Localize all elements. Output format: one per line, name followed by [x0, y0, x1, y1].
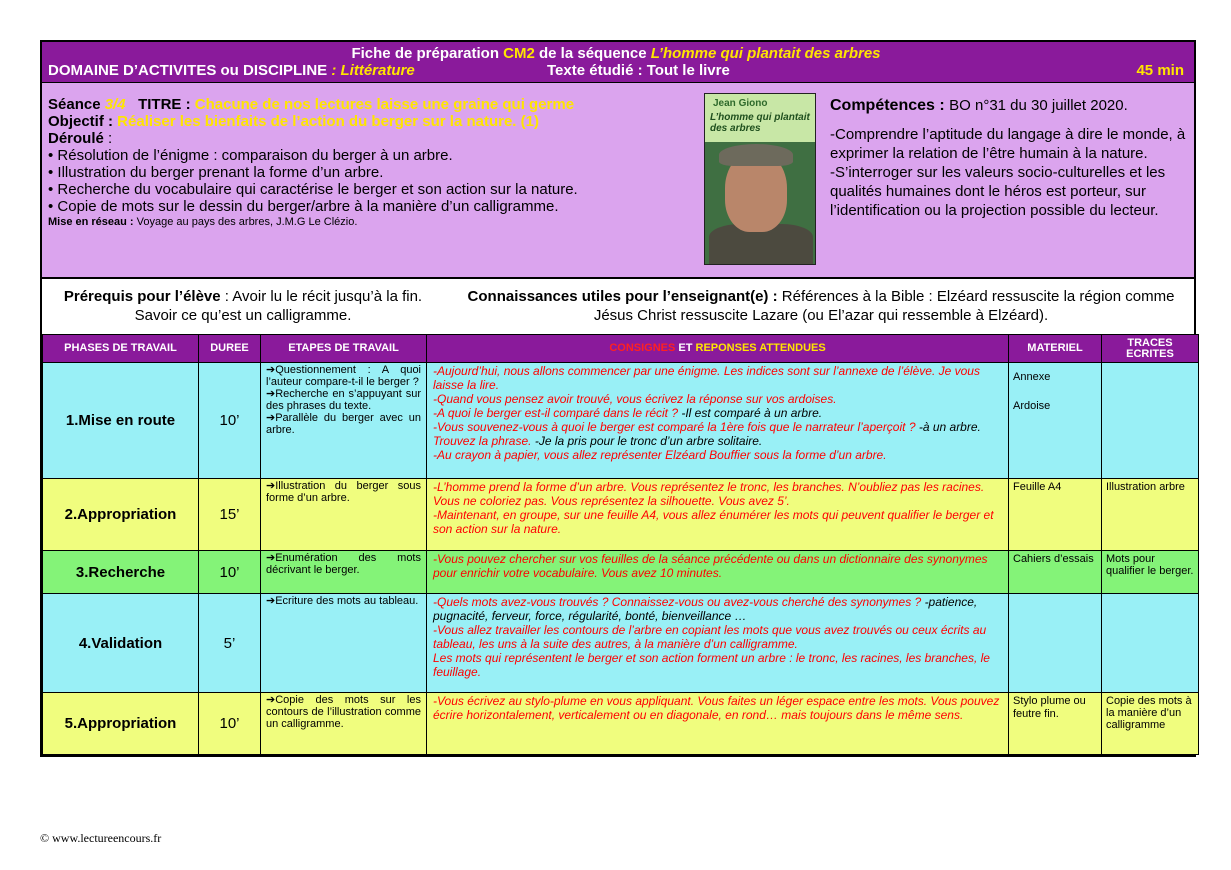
header-line-1: [48, 45, 1184, 62]
deroule-colon: :: [103, 130, 113, 147]
seance-details: [48, 96, 708, 230]
expected-answer: -à un arbre.: [918, 420, 981, 434]
table-row: [43, 363, 1199, 479]
work-phases-table: [42, 334, 1199, 755]
materiel-cell: [1009, 551, 1102, 594]
phase-cell: 5.Appropriation: [43, 693, 199, 755]
consigne-line: -Vous allez travailler les contours de l’arbre en copiant les mots que vous avez trouvés ou ceux écrits au tableau, les uns à la suite des autres, à la manière d’un calligramme.: [433, 623, 987, 651]
expected-answer: -Il est comparé à un arbre.: [681, 406, 823, 420]
consigne-line: [433, 595, 1002, 623]
table-row: [43, 693, 1199, 755]
prerequis-panel: [42, 277, 1194, 334]
consigne-line: -Aujourd’hui, nous allons commencer par une énigme. Les indices sont sur l’annexe de l’élève. Je vous laisse la lire.: [433, 364, 980, 392]
domain-value: : Littérature: [331, 62, 415, 79]
competences-ref: BO n°31 du 30 juillet 2020.: [949, 97, 1128, 114]
reseau-label: Mise en réseau :: [48, 216, 137, 228]
header-reponses: REPONSES ATTENDUES: [695, 342, 826, 354]
consigne-line: -Au crayon à papier, vous allez représenter Elzéard Bouffier sous la forme d’un arbre.: [433, 448, 887, 462]
connaissances-label: Connaissances utiles pour l’enseignant(e) :: [467, 288, 782, 305]
consigne-question: Trouvez la phrase.: [433, 434, 535, 448]
consigne-line: -Maintenant, en groupe, sur une feuille A4, vous allez énumérer les mots qui peuvent qualifier le berger et son action sur la nature.: [433, 508, 994, 536]
header-mid: de la séquence: [534, 45, 651, 62]
materiel-item: Feuille A4: [1013, 481, 1062, 493]
phase-cell: 3.Recherche: [43, 551, 199, 594]
consigne-line: [433, 420, 1002, 448]
consigne-question: -Quels mots avez-vous trouvés ? Connaissez-vous ou avez-vous cherché des synonymes ?: [433, 595, 925, 609]
competences-label: Compétences :: [830, 97, 950, 114]
col-header-consignes: [427, 335, 1009, 363]
consignes-cell: [427, 693, 1009, 755]
sheet-header: [42, 42, 1194, 82]
seance-titre: Chacune de nos lectures laisse une graine qui germe: [194, 96, 575, 113]
seance-number: 3/4: [104, 96, 126, 113]
header-domain: [48, 62, 415, 79]
materiel-cell: [1009, 479, 1102, 551]
etapes-cell: [261, 479, 427, 551]
phase-cell: 4.Validation: [43, 594, 199, 693]
duree-cell: 10’: [199, 363, 261, 479]
col-header-traces: TRACES ECRITES: [1102, 335, 1199, 363]
consigne-line: -Vous pouvez chercher sur vos feuilles de la séance précédente ou dans un dictionnaire des synonymes pour enrichir votre vocabulaire. Vous avez 10 minutes.: [433, 552, 988, 580]
deroule-line: [48, 130, 708, 147]
prerequis-block: [48, 287, 438, 325]
objectif-line: [48, 113, 708, 130]
book-cover-figure-hat: [719, 144, 793, 166]
consignes-cell: [427, 479, 1009, 551]
competences-block: [830, 96, 1194, 220]
header-et: ET: [675, 342, 696, 354]
competences-title: [830, 96, 1194, 115]
table-row: [43, 551, 1199, 594]
col-header-materiel: MATERIEL: [1009, 335, 1102, 363]
etapes-cell: [261, 551, 427, 594]
etapes-cell: [261, 594, 427, 693]
phase-cell: 1.Mise en route: [43, 363, 199, 479]
col-header-phases: PHASES DE TRAVAIL: [43, 335, 199, 363]
seance-panel: [42, 82, 1194, 277]
etape-item: ➔Questionnement : A quoi l’auteur compare-t-il le berger ?: [266, 364, 421, 388]
reseau-text: Voyage au pays des arbres, J.M.G Le Clézio.: [136, 216, 358, 228]
traces-cell: [1102, 594, 1199, 693]
col-header-etapes: ETAPES DE TRAVAIL: [261, 335, 427, 363]
deroule-step: • Illustration du berger prenant la forme d’un arbre.: [48, 164, 384, 181]
header-consignes: CONSIGNES: [609, 342, 676, 354]
etape-item: ➔Illustration du berger sous forme d’un arbre.: [266, 480, 421, 504]
competence-item: -S’interroger sur les valeurs socio-culturelles et les qualités humaines dont le héros est porteur, sur l’identification ou la projection possible du lecteur.: [830, 164, 1166, 219]
etape-item: ➔Copie des mots sur les contours de l’illustration comme un calligramme.: [266, 694, 421, 730]
materiel-cell: [1009, 693, 1102, 755]
table-header-row: [43, 335, 1199, 363]
header-duration: 45 min: [1136, 62, 1184, 79]
deroule-step: • Résolution de l’énigme : comparaison du berger à un arbre.: [48, 147, 453, 164]
traces-cell: Mots pour qualifier le berger.: [1102, 551, 1199, 594]
materiel-item: Stylo plume ou feutre fin.: [1013, 695, 1086, 720]
book-cover-author: Jean Giono: [713, 98, 768, 109]
materiel-cell: [1009, 363, 1102, 479]
materiel-item: Ardoise: [1013, 400, 1051, 412]
connaissances-text: Références à la Bible : Elzéard ressuscite la région comme Jésus Christ ressuscite Lazare (ou El’azar qui ressemble à Elzéard).: [593, 288, 1175, 324]
consigne-line: -L’homme prend la forme d’un arbre. Vous représentez le tronc, les branches. N’oubliez pas les racines. Vous ne coloriez pas. Vous représentez la silhouette. Vous avez 5’.: [433, 480, 985, 508]
book-cover-image: [704, 93, 816, 265]
table-row: [43, 479, 1199, 551]
header-prefix: Fiche de préparation: [351, 45, 504, 62]
etape-item: ➔Recherche en s’appuyant sur des phrases du texte.: [266, 388, 421, 412]
header-line-2: [48, 62, 1184, 79]
seance-label: Séance: [48, 96, 105, 113]
seance-title-line: [48, 96, 708, 113]
duree-cell: 5’: [199, 594, 261, 693]
expected-answer: -patience, pugnacité, ferveur, force, régularité, bonté, bienveillance …: [433, 595, 978, 623]
etape-item: ➔Ecriture des mots au tableau.: [266, 595, 419, 607]
consigne-question: -Vous souvenez-vous à quoi le berger est comparé la 1ère fois que le narrateur l’aperçoit ?: [433, 420, 919, 434]
consigne-line: -Vous écrivez au stylo-plume en vous appliquant. Vous faites un léger espace entre les mots. Vous pouvez écrire horizontalement, verticalement ou en diagonale, en rond… mais toujours dans le même sens.: [433, 694, 1000, 722]
prerequis-text: : Avoir lu le récit jusqu’à la fin. Savoir ce qu’est un calligramme.: [134, 288, 423, 324]
deroule-step: • Copie de mots sur le dessin du berger/arbre à la manière d’un calligramme.: [48, 198, 559, 215]
deroule-step: • Recherche du vocabulaire qui caractérise le berger et son action sur la nature.: [48, 181, 578, 198]
etapes-cell: [261, 693, 427, 755]
duree-cell: 15’: [199, 479, 261, 551]
materiel-cell: [1009, 594, 1102, 693]
materiel-item: Cahiers d’essais: [1013, 553, 1094, 565]
traces-cell: Illustration arbre: [1102, 479, 1199, 551]
reseau-line: [48, 215, 708, 230]
consignes-cell: [427, 551, 1009, 594]
header-book-title: L’homme qui plantait des arbres: [650, 45, 881, 62]
consignes-cell: [427, 594, 1009, 693]
header-text-studied: Texte étudié : Tout le livre: [547, 62, 730, 79]
materiel-item: Annexe: [1013, 371, 1051, 383]
competence-item: -Comprendre l’aptitude du langage à dire le monde, à exprimer la relation de l’être humain à la nature.: [830, 126, 1186, 162]
consigne-question: -A quoi le berger est-il comparé dans le récit ?: [433, 406, 682, 420]
connaissances-block: [448, 287, 1194, 325]
etape-item: ➔Enumération des mots décrivant le berger.: [266, 552, 421, 576]
consigne-line: [433, 406, 1002, 420]
duree-cell: 10’: [199, 551, 261, 594]
titre-label: TITRE :: [138, 96, 195, 113]
etape-item: ➔Parallèle du berger avec un arbre.: [266, 412, 421, 436]
traces-cell: [1102, 363, 1199, 479]
consignes-cell: [427, 363, 1009, 479]
col-header-duree: DUREE: [199, 335, 261, 363]
seance-objectif: Réaliser les bienfaits de l’action du berger sur la nature. (1): [117, 113, 539, 130]
domain-label: DOMAINE D’ACTIVITES ou DISCIPLINE: [48, 62, 332, 79]
expected-answer: -Je la pris pour le tronc d’un arbre solitaire.: [534, 434, 763, 448]
consigne-line: Les mots qui représentent le berger et son action forment un arbre : le tronc, les racines, les branches, le feuillage.: [433, 651, 990, 679]
phase-cell: 2.Appropriation: [43, 479, 199, 551]
traces-cell: Copie des mots à la manière d’un calligramme: [1102, 693, 1199, 755]
book-cover-title: L’homme qui plantait des arbres: [710, 112, 810, 134]
consigne-line: -Quand vous pensez avoir trouvé, vous écrivez la réponse sur vos ardoises.: [433, 392, 837, 406]
table-row: [43, 594, 1199, 693]
prerequis-label: Prérequis pour l’élève: [63, 288, 221, 305]
preparation-sheet: [40, 40, 1196, 757]
etapes-cell: [261, 363, 427, 479]
duree-cell: 10’: [199, 693, 261, 755]
deroule-label: Déroulé: [48, 130, 104, 147]
copyright-footer: © www.lectureencours.fr: [40, 831, 162, 845]
objectif-label: Objectif :: [48, 113, 118, 130]
header-level: CM2: [503, 45, 535, 62]
